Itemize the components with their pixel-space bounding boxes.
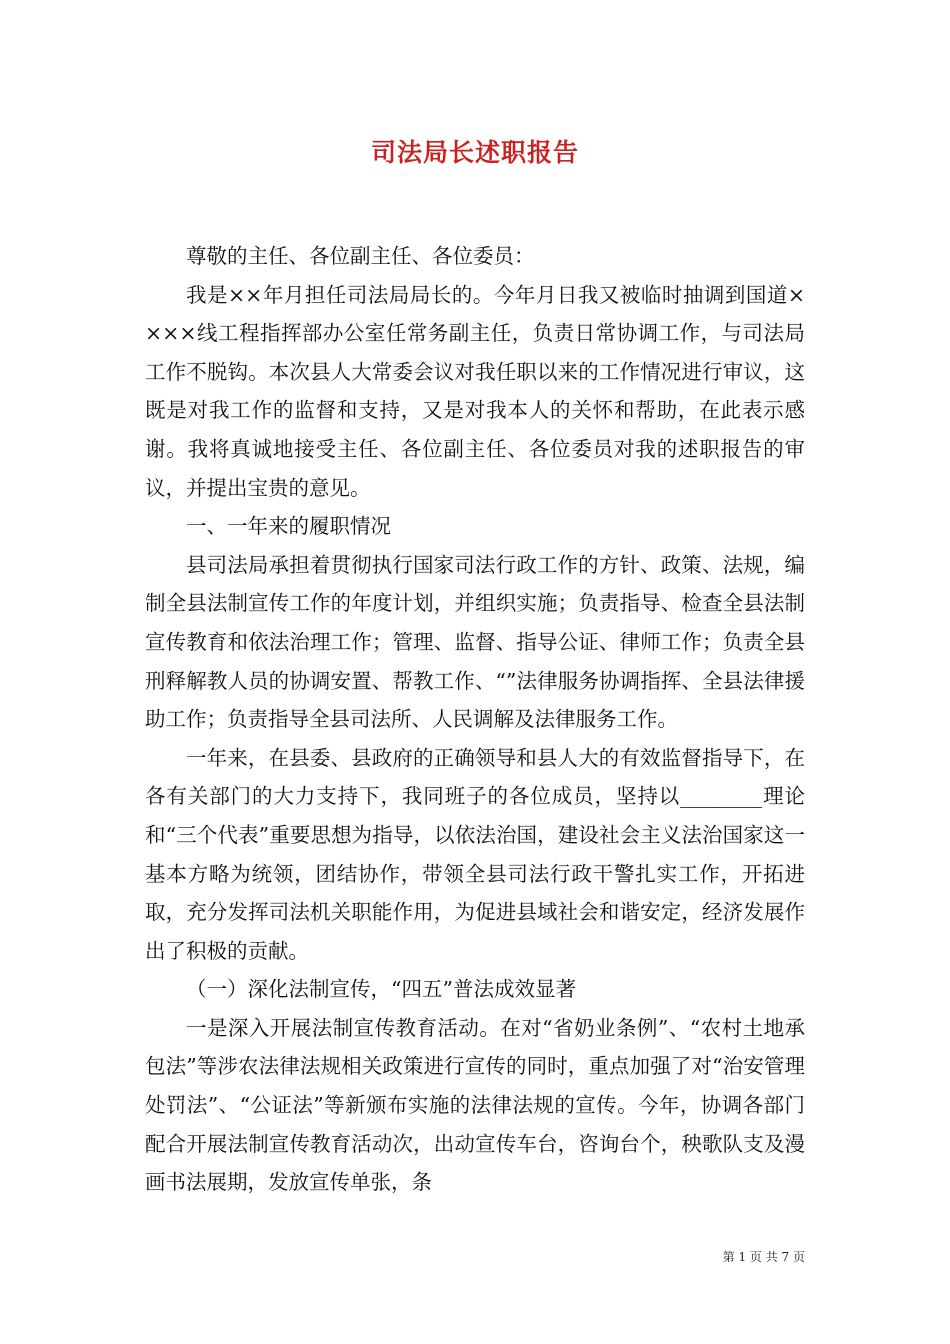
document-title: 司法局长述职报告	[370, 138, 579, 167]
body-paragraph: 我是××年月担任司法局局长的。今年月日我又被临时抽调到国道××××线工程指挥部办公室任常务副主任，负责日常协调工作，与司法局工作不脱钩。本次县人大常委会议对我任职以来的工作情况进行审议，这既是对我工作的监督和支持，又是对我本人的关怀和帮助，在此表示感谢。我将真诚地接受主任、各位副主任、各位委员对我的述职报告的审议，并提出宝贵的意见。	[145, 282, 805, 500]
body-paragraph: 一年来，在县委、县政府的正确领导和县人大的有效监督指导下，在各有关部门的大力支持下，我同班子的各位成员，坚持以________理论和“三个代表”重要思想为指导，以依法治国，建设社会主义法治国家这一基本方略为统领，团结协作，带领全县司法行政干警扎实工作，开拓进取，充分发挥司法机关职能作用，为促进县域社会和谐安定，经济发展作出了积极的贡献。	[145, 745, 805, 963]
page-number: 第 1 页 共 7 页	[722, 1250, 805, 1264]
section-heading: 一、一年来的履职情况	[186, 514, 391, 539]
subsection-heading: （一）深化法制宣传，“四五”普法成效显著	[186, 977, 576, 1002]
body-paragraph: 一是深入开展法制宣传教育活动。在对“省奶业条例”、“农村土地承包法”等涉农法律法规相关政策进行宣传的同时，重点加强了对“治安管理处罚法”、“公证法”等新颁布实施的法律法规的宣传。今年，协调各部门配合开展法制宣传教育活动次，出动宣传车台，咨询台个，秧歌队支及漫画书法展期，发放宣传单张，条	[145, 1015, 805, 1195]
salutation: 尊敬的主任、各位副主任、各位委员：	[186, 244, 535, 268]
document-body	[145, 237, 805, 1202]
body-paragraph: 县司法局承担着贯彻执行国家司法行政工作的方针、政策、法规，编制全县法制宣传工作的年度计划，并组织实施；负责指导、检查全县法制宣传教育和依法治理工作；管理、监督、指导公证、律师工作；负责全县刑释解教人员的协调安置、帮教工作、“”法律服务协调指挥、全县法律援助工作；负责指导全县司法所、人民调解及法律服务工作。	[145, 552, 805, 732]
